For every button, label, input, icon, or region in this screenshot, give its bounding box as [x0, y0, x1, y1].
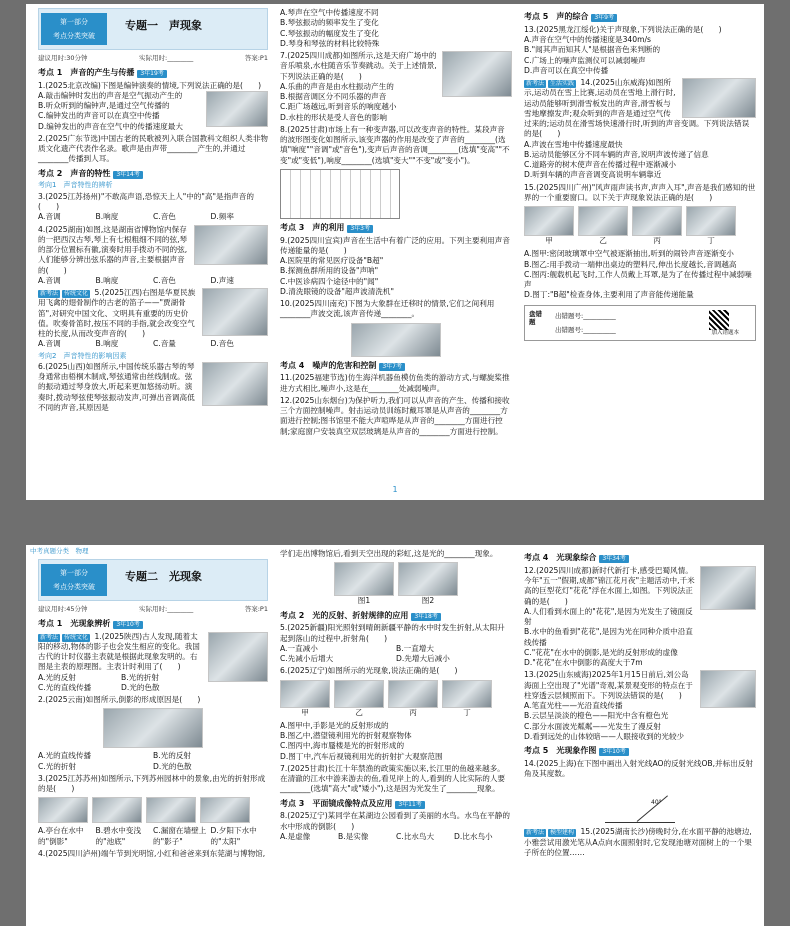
option-b: B.水中的鱼看到"花花",是因为光在同种介质中沿直线传播: [524, 627, 693, 647]
page-1: [26, 4, 764, 500]
option-c: C.音量: [153, 339, 176, 349]
figure-label: 丁: [707, 236, 715, 246]
pool-image: [92, 797, 142, 823]
kp-title: 考点 4 光现象综合: [524, 553, 597, 562]
kp-heading: [38, 68, 268, 79]
page1-column-3: [524, 8, 756, 341]
kp-title: 考点 2 光的反射、折射规律的应用: [280, 610, 409, 620]
badge-line-1: 第一部分: [60, 18, 88, 26]
question-text: 10.(2025四川南充)下图为大象群在迁移时的情景,它们之间利用________声波交流,该声音传递________。: [280, 299, 495, 319]
options: [524, 607, 696, 669]
kp-title: 考点 1 光现象辨析: [38, 618, 111, 628]
option-d: D."花花"在水中倒影的高度大于7m: [524, 658, 643, 668]
new-method-label: 新考法: [526, 829, 545, 837]
kp-tag: 3年14考: [113, 171, 142, 179]
option-d: D.图丁中,汽车后视镜利用光的折射扩大观察范围: [280, 751, 443, 761]
figure-ding: [442, 680, 492, 718]
option-d: D.光的色散: [121, 682, 160, 692]
elephants-image: [351, 323, 441, 357]
question-text: 2.(2025广东节选)中国古老的民歌被列入联合国教科文组织人类非物质文化遗产代表作名录。歌声是由声带________产生的,并通过________传播到人耳。: [38, 133, 268, 164]
actual-time: 实际用时:________: [139, 605, 194, 613]
question-text: 13.(2025黑龙江绥化)关于声现象,下列说法正确的是( ): [524, 24, 722, 34]
topic-label: 生活实践: [550, 80, 575, 88]
question-6: [38, 362, 268, 413]
question-text: 6.(2025辽宁)如图所示的光现象,说法正确的是( ): [280, 666, 458, 676]
question-text: 2.(2025云南)如图所示,倒影的形成原因是( ): [38, 695, 201, 705]
kp-heading: [524, 12, 756, 23]
question-4: [38, 225, 268, 287]
option-d: D.音色: [210, 339, 234, 349]
question-4: [38, 849, 268, 859]
option-a: A.医院里的常见医疗设备"B超": [280, 256, 384, 266]
option-b: B.云层呈淡淡的橙色——阳光中含有橙色光: [524, 711, 669, 721]
options: [38, 826, 268, 847]
question-text: 6.(2025山西)如图所示,中国传统乐器古琴的琴身通常由梧桐木制成,琴弦通常由丝线制成。弦的振动通过琴身放大,听起来更加悠扬动听。演奏时,拨动琴弦使琴弦振动发声,可弹出音调高低不同的声音,其原因是: [38, 361, 195, 412]
ray-diagram: [605, 783, 675, 823]
figure-label: 乙: [599, 236, 607, 246]
option-a: A.乐曲的声音是由水柱振动产生的: [280, 81, 394, 91]
question-text: 7.(2025四川成都)如图所示,这是天府广场中的音乐喷泉,水柱随音乐节奏跳动。关于上述情景,下列说法正确的是( ): [280, 51, 437, 81]
options: [280, 721, 512, 762]
new-method-label: 新考法: [40, 290, 59, 298]
figure-strip: [280, 680, 512, 718]
kp-tag: 3年18考: [411, 613, 440, 621]
question-3: [38, 774, 268, 847]
question-13: [524, 670, 756, 742]
question-text: 15.(2025四川广州)"风声雨声读书声,声声入耳",声音是我们感知的世界的一个重要窗口。以下关于声现象说法正确的是( ): [524, 182, 756, 202]
option-a: A.音调: [38, 275, 61, 285]
option-d: D.先增大后减小: [396, 654, 450, 664]
options: [38, 751, 268, 772]
question-11: [280, 373, 512, 394]
sunset-image: [200, 797, 250, 823]
option-d: D.看到远处的山体较暗——人眼接收到的光较少: [524, 731, 685, 741]
options: [280, 832, 512, 842]
question-5: [38, 288, 268, 350]
question-text: 7.(2025甘肃)长江十年禁渔的政策实施以来,长江里的鱼越来越多。在清澈的江水中游来游去的鱼,看见岸上的人,看到的人比实际的人要________(选填"高大"或"矮小"),这是因为光发生了________现象。: [280, 763, 506, 794]
option-b: B.探测鱼群所用的设备"声呐": [280, 266, 379, 276]
lantern-image: [700, 566, 756, 610]
ultrasound-image: [686, 206, 736, 236]
guqin-image: [194, 225, 268, 265]
question-text: 13.(2025山东威海)2025年1月15日前后,刘公岛海面上空出现了"光谱"奇观,某景观变形的特点在于柱穿透云层倾照而下。下列说法错误的是( ): [524, 670, 693, 700]
time-row: [38, 605, 268, 614]
option-c: C.编钟发出的声音可以在真空中传播: [38, 111, 160, 121]
figure-2: [398, 562, 458, 606]
kp-heading: [280, 361, 512, 372]
time-row: [38, 54, 268, 63]
options: [524, 701, 696, 742]
question-text: 12.(2025山东烟台)为保护听力,我们可以从声音的产生、传播和接收三个方面控制噪声。射击运动员训练时戴耳罩是从声音的________方面进行控制;图书馆里不能大声喧哗是从声音的________方面进行控制;家庭窗户安装真空双层玻璃是从声音的________方面进行控制。: [280, 395, 510, 436]
option-b: B.运动员能够区分不同车辆的声音,说明声波传递了信息: [524, 149, 709, 159]
question-text: 3.(2025江苏苏州)如图所示,下列苏州园林中的景象,由光的折射形成的是( ): [38, 773, 266, 794]
option-c: C.部分水面波光粼粼——光发生了漫反射: [524, 721, 661, 731]
running-header: 中考真题分类 物理: [30, 547, 89, 555]
figure-label: 图1: [357, 596, 371, 606]
page1-column-1: [38, 8, 268, 415]
kp-tag: 3年19考: [137, 70, 166, 78]
question-text: 3.(2025江苏扬州)"不敢高声语,恐惊天上人"中的"高"是指声音的( ): [38, 191, 254, 212]
sub-heading: 考向2 声音特性的影响因素: [38, 351, 127, 360]
option-c: C.图丙:舰载机起飞时,工作人员戴上耳罩,是为了在传播过程中减弱噪声: [524, 269, 752, 290]
question-6-options: [280, 8, 512, 49]
option-b: B.光的反射: [153, 751, 191, 761]
question-2: [38, 134, 268, 165]
figure-bing: [388, 680, 438, 718]
question-2: [38, 695, 268, 772]
suggested-time: 建议用时:30分钟: [38, 54, 88, 62]
wrong-question-box: [524, 305, 756, 341]
page-number: 1: [392, 485, 398, 495]
question-7: [280, 51, 512, 123]
option-d: D.清洗眼镜的设备"超声波清洗机": [280, 286, 394, 296]
question-4-continued: [280, 549, 512, 607]
question-13: [524, 25, 756, 76]
qr-code-icon[interactable]: [709, 310, 729, 330]
page-2: [26, 545, 764, 926]
figure-strip: [38, 797, 268, 823]
option-b: B.一直增大: [396, 643, 434, 653]
pavilion-image: [38, 797, 88, 823]
figure-label: 甲: [545, 236, 553, 246]
option-c: C.音色: [153, 212, 176, 222]
figure-label: 丙: [653, 236, 661, 246]
figure-label: 乙: [355, 707, 363, 717]
kp-tag: 3年3考: [347, 225, 373, 233]
option-b: B.图乙中,潜望镜利用光的折射观察物体: [280, 731, 412, 741]
options: [38, 276, 268, 286]
option-b: B.碧水中变浅的"池底": [95, 826, 142, 846]
figure-jia: [280, 680, 330, 718]
topic-label: 传统文化: [64, 633, 89, 641]
option-b: B.光的折射: [121, 672, 159, 682]
museum-image: [334, 562, 394, 596]
question-8: [280, 811, 512, 842]
option-a: A.音调: [38, 339, 61, 349]
bone-flute-image: [202, 288, 268, 336]
question-6: [280, 666, 512, 762]
question-15: [524, 827, 756, 858]
wrong-line-2[interactable]: 出错题号:__________: [555, 325, 616, 334]
question-text: 8.(2025甘肃)市场上有一种变声器,可以改变声音的特性。某段声音的波形图变化如图所示,该变声器的作用是改变了声音的________(选填"响度""音调"或"音色"),变声后声音的音调________(选填"变高""不变"或"变低"),响度________(选填"变大""不变"或"变小")。: [280, 124, 510, 165]
question-text: 1.(2025北京改编)下图是编钟演奏的情境,下列说法正确的是( ): [38, 80, 262, 90]
option-a: A.一直减小: [280, 643, 318, 653]
options: [280, 82, 438, 123]
option-c: C.广场上的噪声监测仪可以减弱噪声: [524, 55, 646, 65]
topic-label: 传统文化: [64, 290, 89, 298]
option-b: B.响度: [95, 275, 119, 285]
kp-heading: [524, 746, 756, 757]
options: [280, 256, 512, 297]
option-a: A.敲击编钟时发出的声音是空气振动产生的: [38, 90, 183, 100]
section-badge: [41, 564, 107, 596]
question-text: 5.(2025江西)右图是华夏民族用飞禽的翅骨制作的古老的笛子——"贾湖骨笛",对研究中国文化、文明具有重要的历史价值。吹奏骨笛时,按压不同的手指,就会改变空气柱的长度,从而改变声音的( ): [38, 288, 196, 339]
kp-heading: [38, 169, 268, 180]
kp-tag: 3年11考: [395, 801, 424, 809]
mirror-image: [442, 680, 492, 708]
question-3: [38, 192, 268, 223]
kp-tag: 3年10考: [113, 621, 142, 629]
topic-label: 模型建构: [550, 829, 575, 837]
question-7: [280, 764, 512, 795]
wrong-box-label: 盘错题: [529, 309, 542, 327]
option-c: C."花花"在水中的倒影,是光的反射形成的虚像: [524, 647, 678, 657]
page2-column-3: [524, 549, 756, 860]
option-c: C.漏窗在墙壁上的"影子": [153, 826, 207, 846]
light-pillar-image: [700, 670, 756, 708]
answer-ref: 答案:P1: [244, 54, 268, 62]
bianzhong-image: [206, 91, 268, 127]
option-b: B.图乙:用手拨动一端伸出桌边的塑料尺,伸出长度越长,音调越高: [524, 259, 737, 269]
option-d: D.夕阳下水中的"太阳": [210, 826, 257, 846]
badge-line-2: 考点分类突破: [53, 583, 95, 591]
options: [524, 249, 756, 300]
figure-ding: [686, 206, 736, 246]
option-c: C.道路旁的树木使声音在传播过程中逐渐减小: [524, 160, 676, 170]
options: [38, 673, 204, 694]
options: [38, 91, 202, 132]
figure-label: 图2: [421, 596, 435, 606]
window-image: [146, 797, 196, 823]
options: [38, 339, 268, 349]
option-a: A.琴声在空气中传播速度不同: [280, 8, 379, 17]
figure-jia: [524, 206, 574, 246]
figure-strip: [524, 206, 756, 246]
gnomon-diagram: [208, 632, 268, 682]
new-method-label: 新考法: [40, 633, 59, 641]
kp-title: 考点 1 声音的产生与传播: [38, 67, 135, 77]
ruler-image: [578, 206, 628, 236]
kp-title: 考点 5 光现象作图: [524, 746, 597, 756]
kp-title: 考点 2 声音的特性: [38, 168, 111, 178]
option-c: C.光的折射: [38, 761, 77, 771]
question-8: [280, 125, 512, 219]
periscope-image: [334, 680, 384, 708]
sub-heading: 考向1 声音特性的辨析: [38, 181, 113, 190]
option-d: D.图丁:"B超"检查身体,主要利用了声音能传递能量: [524, 290, 694, 300]
page2-column-1: [38, 559, 268, 861]
option-d: D.琴身和琴弦的材料比较特殊: [280, 38, 380, 48]
question-text: 4.(2025湖南)如图,这是湖南省博物馆内保存的一把西汉古琴,琴上有七根粗细不同的弦,琴的部分位置标有徽,演奏时用手拨动不同的弦,人们能够分辨出弦乐器的声音,主要根据声音的( ): [38, 224, 188, 275]
question-text: 1.(2025陕西)古人发现,随着太阳的移动,物体的影子也会发生相应的变化。我国古代的计时仪器主表就是根据此现象发明的。右图是主表的原理图。主表计时利用了( ): [38, 631, 200, 672]
figure-label: 丙: [409, 707, 417, 717]
option-d: D.比水鸟小: [454, 831, 493, 841]
option-d: D.声音可以在真空中传播: [524, 65, 609, 75]
figure-yi: [334, 680, 384, 718]
option-d: D.听到车辆的声音音调变高说明车辆靠近: [524, 170, 662, 180]
option-b: B.琴弦振动的频率发生了变化: [280, 18, 379, 28]
badge-line-2: 考点分类突破: [53, 32, 95, 40]
jet-image: [632, 206, 682, 236]
option-a: A.是虚像: [280, 831, 311, 841]
angle-label: 40°: [651, 799, 662, 807]
question-5: [280, 623, 512, 664]
rainbow-image: [398, 562, 458, 596]
topic-title: 专题二 光现象: [125, 570, 202, 583]
kp-heading: [280, 799, 512, 810]
options: [280, 8, 512, 49]
option-a: A.笔直光柱——光沿直线传播: [524, 701, 623, 711]
bell-jar-image: [524, 206, 574, 236]
question-10: [280, 299, 512, 357]
option-c: C.音色: [153, 275, 176, 285]
option-a: A.声音在空气中的传播速度是340m/s: [524, 35, 652, 45]
topic-header: [38, 8, 268, 50]
figure-yi: [578, 206, 628, 246]
guqin-player-image: [202, 362, 268, 406]
option-c: C.比水鸟大: [396, 831, 435, 841]
options: [38, 212, 268, 222]
option-c: C.琴弦振动的幅度发生了变化: [280, 28, 379, 38]
question-text: 11.(2025福建节选)仿生海洋机器鱼模仿鱼类的游动方式,与螺旋桨推进方式相比,噪声小,这是在________处减弱噪声。: [280, 373, 510, 393]
question-text: 4.(2025四川泸州)端午节到光明馆,小红和爸爸来到东莞湖与博物馆,: [38, 848, 266, 858]
question-12: [280, 396, 512, 437]
option-a: A.光的反射: [38, 672, 76, 682]
question-9: [280, 236, 512, 298]
option-a: A.光的直线传播: [38, 751, 92, 761]
option-a: A.音调: [38, 212, 61, 222]
question-14: [524, 78, 756, 181]
page2-column-2: [280, 549, 512, 844]
kp-tag: 3年9考: [591, 14, 617, 22]
actual-time: 实际用时:________: [139, 54, 194, 62]
section-badge: [41, 13, 107, 45]
option-a: A.亭台在水中的"倒影": [38, 826, 84, 846]
kp-tag: 3年10考: [599, 748, 628, 756]
figure-1: [334, 562, 394, 606]
option-c: C.先减小后增大: [280, 654, 334, 664]
stadium-image: [682, 78, 756, 118]
kp-heading: [280, 611, 512, 622]
badge-line-1: 第一部分: [60, 569, 88, 577]
option-d: D.声速: [210, 275, 234, 285]
kp-heading: [280, 223, 512, 234]
question-14: [524, 759, 756, 824]
question-text: 12.(2025四川成都)新时代新打卡,感受巴蜀风情。今年"五一"假期,成都"锦江花月夜"主题活动中,千米高的巨型花灯"花花"浮在水面上,如图。下列说法正确的是( ): [524, 565, 695, 606]
kp-tag: 3年34考: [599, 555, 628, 563]
figure-bing: [632, 206, 682, 246]
topic-title: 专题一 声现象: [125, 19, 202, 32]
question-text: 14.(2025上海)在下图中画出入射光线AO的反射光线OB,并标出反射角及其度数。: [524, 758, 754, 779]
mirage-image: [388, 680, 438, 708]
kp-title: 考点 4 噪声的危害和控制: [280, 360, 377, 370]
option-b: B.是实像: [338, 831, 369, 841]
option-d: D.光的色散: [153, 761, 192, 771]
option-d: D.编钟发出的声音在空气中的传播速度最大: [38, 121, 183, 131]
options: [280, 644, 512, 665]
option-c: C.图丙中,海市蜃楼是光的折射形成的: [280, 741, 405, 751]
new-method-label: 新考法: [526, 80, 545, 88]
option-d: D.频率: [210, 212, 234, 222]
option-a: A.图甲:密闭玻璃罩中空气被逐渐抽出,听到的闹铃声音逐渐变小: [524, 249, 734, 259]
option-a: A.图甲中,手影是光的反射形成的: [280, 720, 389, 730]
figure-label: 甲: [301, 707, 309, 717]
figure-strip: [280, 562, 512, 606]
question-text: 5.(2025新疆)阳光照射到晴朗新疆平静的水中时发生折射,从太阳升起到落山的过程中,折射角( ): [280, 623, 505, 643]
option-a: A.声波在雪地中传播速度最快: [524, 139, 623, 149]
waveform-diagram: [280, 169, 400, 219]
page1-column-2: [280, 8, 512, 439]
wrong-line-1[interactable]: 出错题号:__________: [555, 311, 616, 320]
option-c: C.距广场越远,听到音乐的响度越小: [280, 102, 397, 112]
question-text: 8.(2025辽宁)某同学在某湖边公园看到了美丽的水鸟。水鸟在平静的水中形成的倒影( ): [280, 811, 510, 831]
kp-title: 考点 5 声的综合: [524, 12, 589, 21]
options: [524, 140, 756, 181]
question-1: [38, 632, 268, 694]
kp-heading: [38, 619, 268, 630]
figure-label: 丁: [463, 707, 471, 717]
fountain-image: [442, 51, 512, 97]
question-text: 14.(2025山东威海)如图所示,运动员在雪上比赛,运动员在雪地上滑行时,运动员能够听到滑雪板发出的声音,滑雪板与雪地摩擦发声;观众听到的声音是通过空气传过来的;运动员在滑雪场快速滑行时,听到的声音变调。下列说法错误的是( ): [524, 78, 750, 139]
option-b: B.听众听到的编钟声,是通过空气传播的: [38, 101, 170, 111]
topic-header: [38, 559, 268, 601]
suggested-time: 建议用时:45分钟: [38, 605, 88, 613]
shadow-image: [280, 680, 330, 708]
question-text: 学们走出博物馆后,看到天空出现的彩虹,这是光的________现象。: [280, 549, 498, 558]
answer-ref: 答案:P1: [244, 605, 268, 613]
question-12: [524, 566, 756, 669]
question-15: [524, 183, 756, 301]
reflection-image: [103, 708, 203, 748]
kp-heading: [524, 553, 756, 564]
kp-title: 考点 3 声的利用: [280, 222, 345, 232]
option-a: A.人们看到水面上的"花花",是因为光发生了镜面反射: [524, 606, 693, 627]
option-c: C.中医诊病四个途径中的"闻": [280, 276, 379, 286]
option-b: B.根据音调区分不同乐器的声音: [280, 92, 387, 101]
options: [524, 35, 756, 76]
qr-label: 加入错题本: [711, 330, 739, 337]
kp-title: 考点 3 平面镜成像特点及应用: [280, 798, 393, 808]
option-b: B.响度: [95, 339, 119, 349]
option-c: C.光的直线传播: [38, 682, 92, 692]
question-1: [38, 81, 268, 132]
kp-tag: 3年7考: [379, 363, 405, 371]
option-d: D.水柱的形状是受人音色的影响: [280, 112, 387, 122]
question-text: 9.(2025四川宜宾)声音在生活中有着广泛的应用。下列主要利用声音传递能量的是( ): [280, 235, 510, 255]
option-b: B.响度: [95, 212, 119, 222]
option-b: B."闻其声而知其人"是根据音色来判断的: [524, 45, 661, 55]
question-text: 15.(2025湖南长沙)傍晚时分,在水面平静的池塘边,小雅尝试用激光笔从A点向水面照射时,它发现池塘对面树上的一个果子所在的位置……: [524, 827, 752, 857]
